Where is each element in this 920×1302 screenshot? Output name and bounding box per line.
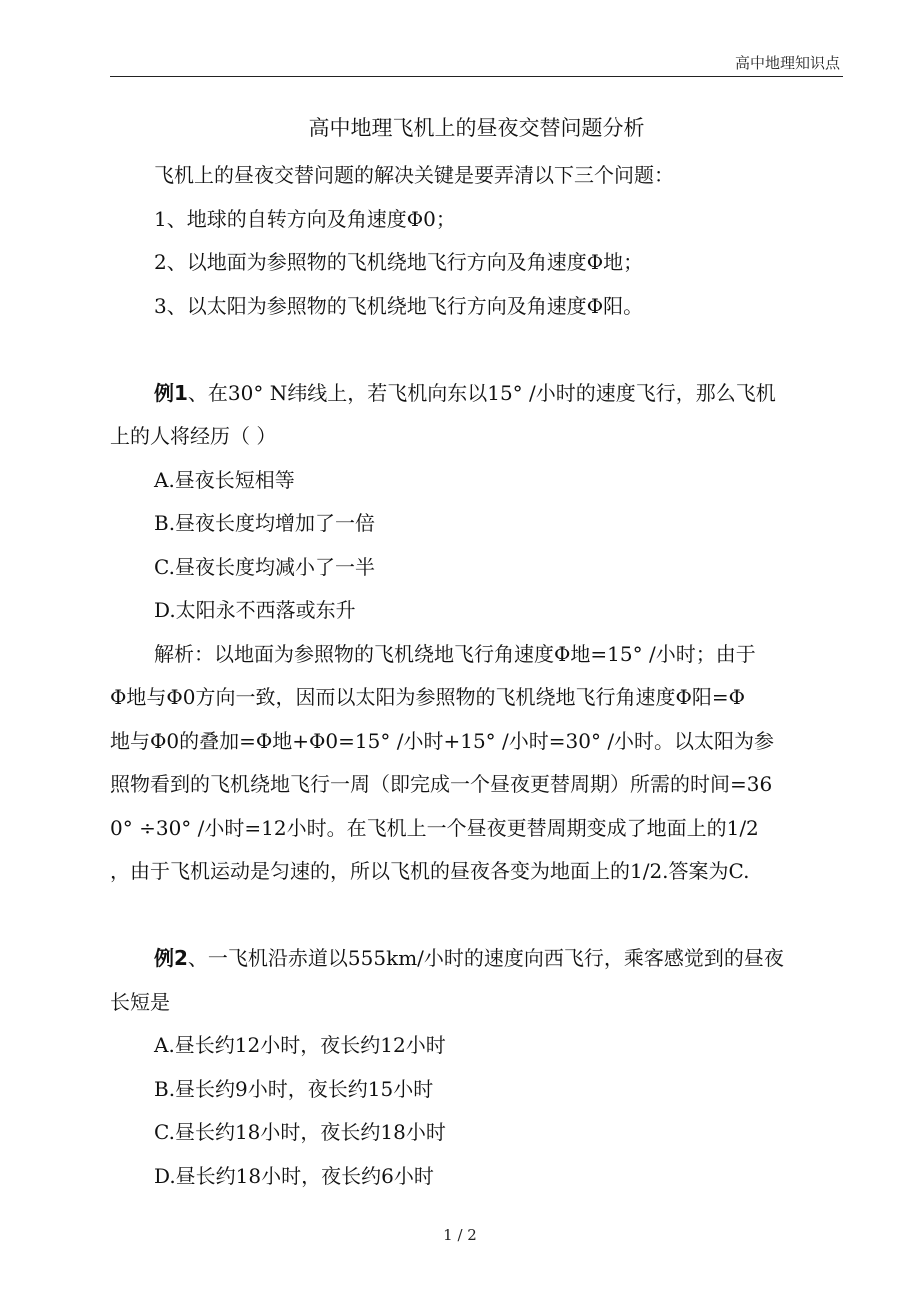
intro-item: 2、以地面为参照物的飞机绕地飞行方向及角速度Φ地； — [154, 250, 644, 274]
example1-option-a: A.昼夜长短相等 — [154, 467, 295, 492]
example1-analysis-line: 0° ÷30° /小时=12小时。在飞机上一个昼夜更替周期变成了地面上的1/2 — [110, 815, 759, 840]
header-divider — [110, 76, 843, 77]
example1-analysis-line: Φ地与Φ0方向一致，因而以太阳为参照物的飞机绕地飞行角速度Φ阳=Φ — [110, 685, 746, 709]
example1-question-text: 、在30° N纬线上，若飞机向东以15° /小时的速度飞行，那么飞机 — [187, 380, 776, 405]
example2-option-c: C.昼长约18小时，夜长约18小时 — [154, 1120, 446, 1144]
example2-option-a: A.昼长约12小时，夜长约12小时 — [154, 1033, 446, 1057]
page-number: 1 / 2 — [443, 1226, 477, 1244]
example2-question — [110, 937, 843, 981]
example2-question-text: 、一飞机沿赤道以555km/小时的速度向西飞行，乘客感觉到的昼夜 — [187, 946, 784, 970]
example1-label: 例1 — [154, 380, 188, 405]
example1-option-c: C.昼夜长度均减小了一半 — [154, 554, 375, 579]
example1-analysis-line: 照物看到的飞机绕地飞行一周（即完成一个昼夜更替周期）所需的时间=36 — [110, 772, 773, 796]
intro-item: 1、地球的自转方向及角速度Φ0； — [154, 206, 456, 231]
example1-analysis-line: 解析：以地面为参照物的飞机绕地飞行角速度Φ地=15° /小时；由于 — [154, 641, 756, 666]
example2-question-cont: 长短是 — [110, 989, 170, 1014]
example1-option-b: B.昼夜长度均增加了一倍 — [154, 511, 376, 535]
example2-option-d: D.昼长约18小时，夜长约6小时 — [154, 1163, 434, 1188]
spacer — [110, 328, 843, 372]
example1-question-cont: 上的人将经历（ ） — [110, 424, 277, 448]
spacer — [110, 894, 843, 938]
header-text: 高中地理知识点 — [734, 54, 840, 72]
intro-lead: 飞机上的昼夜交替问题的解决关键是要弄清以下三个问题： — [154, 163, 674, 187]
document-body — [110, 154, 843, 1198]
example2-option-b: B.昼长约9小时，夜长约15小时 — [154, 1076, 434, 1101]
example1-analysis-line: ，由于飞机运动是匀速的，所以飞机的昼夜各变为地面上的1/2.答案为C. — [110, 859, 750, 883]
example1-question — [110, 372, 843, 416]
example1-analysis-line: 地与Φ0的叠加=Φ地+Φ0=15° /小时+15° /小时=30° /小时。以太阳为参 — [110, 728, 775, 753]
intro-item: 3、以太阳为参照物的飞机绕地飞行方向及角速度Φ阳。 — [154, 293, 644, 318]
example2-label: 例2 — [154, 946, 188, 970]
page-title: 高中地理飞机上的昼夜交替问题分析 — [308, 116, 645, 140]
example1-option-d: D.太阳永不西落或东升 — [154, 598, 356, 622]
